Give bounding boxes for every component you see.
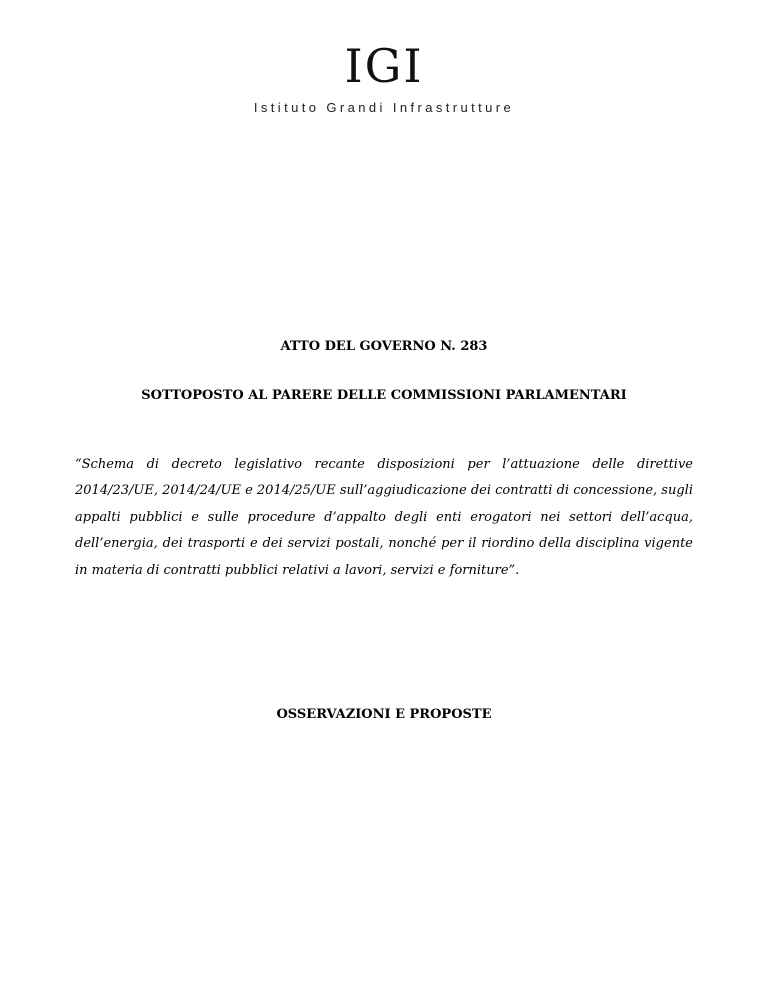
igi-logo xyxy=(0,38,768,115)
document-subtitle: SOTTOPOSTO AL PARERE DELLE COMMISSIONI PARLAMENTARI xyxy=(141,388,627,403)
section-heading: OSSERVAZIONI E PROPOSTE xyxy=(276,707,492,722)
decree-title-quote: “Schema di decreto legislativo recante disposizioni per l’attuazione delle direttive 2014/23/UE, 2014/24/UE e 2014/25/UE sull’aggiudicazione dei contratti di concessione, sugli appalti pubblici e sulle procedure d’appalto degli enti erogatori nei settori dell’acqua, dell’energia, dei trasporti e dei servizi postali, nonché per il riordino della disciplina vigente in materia di contratti pubblici relativi a lavori, servizi e forniture”. xyxy=(75,457,693,578)
logo-subtitle: Istituto Grandi Infrastrutture xyxy=(253,100,515,115)
logo-mark: IGI xyxy=(344,39,424,93)
document-title: ATTO DEL GOVERNO N. 283 xyxy=(280,339,488,354)
